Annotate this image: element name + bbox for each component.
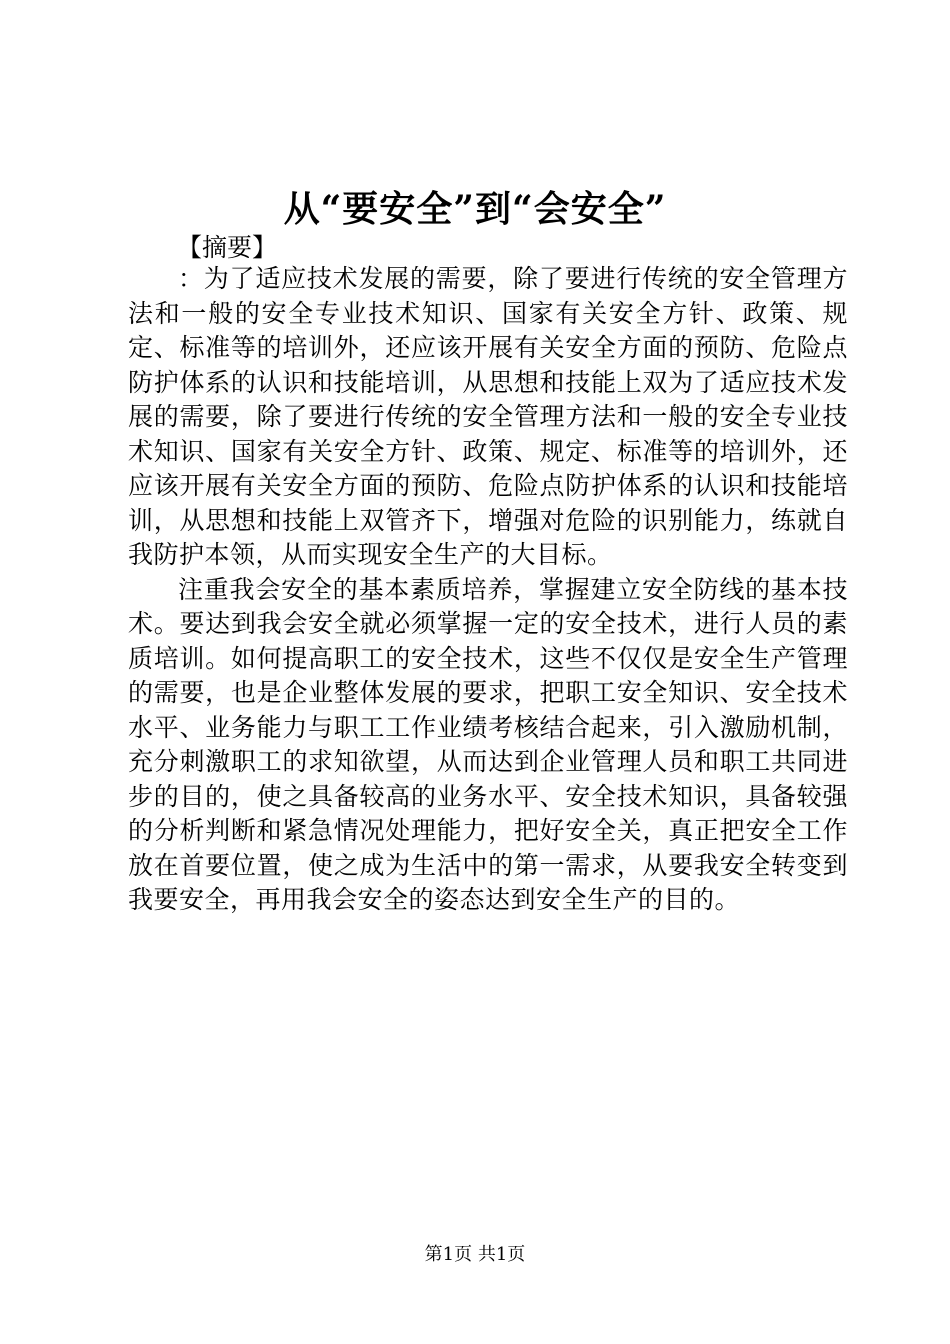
document-title: 从“要安全”到“会安全”	[283, 188, 667, 230]
body-paragraph: 注重我会安全的基本素质培养，掌握建立安全防线的基本技术。要达到我会安全就必须掌握一定的安全技术，进行人员的素质培训。如何提高职工的安全技术，这些不仅仅是安全生产管理的需要，也是企业整体发展的要求，把职工安全知识、安全技术水平、业务能力与职工工作业绩考核结合起来，引入激励机制，充分刺激职工的求知欲望，从而达到企业管理人员和职工共同进步的目的，使之具备较高的业务水平、安全技术知识，具备较强的分析判断和紧急情况处理能力，把好安全关，真正把安全工作放在首要位置，使之成为生活中的第一需求，从要我安全转变到我要安全，再用我会安全的姿态达到安全生产的目的。	[128, 574, 848, 914]
abstract-label: 【摘要】	[177, 233, 278, 262]
page-number-footer: 第1页 共1页	[424, 1244, 526, 1265]
document-body	[128, 262, 848, 918]
abstract-paragraph: ：为了适应技术发展的需要，除了要进行传统的安全管理方法和一般的安全专业技术知识、国家有关安全方针、政策、规定、标准等的培训外，还应该开展有关安全方面的预防、危险点防护体系的认识和技能培训，从思想和技能上双为了适应技术发展的需要，除了要进行传统的安全管理方法和一般的安全专业技术知识、国家有关安全方针、政策、规定、标准等的培训外，还应该开展有关安全方面的预防、危险点防护体系的认识和技能培训，从思想和技能上双管齐下，增强对危险的识别能力，练就自我防护本领，从而实现安全生产的大目标。	[128, 264, 848, 569]
